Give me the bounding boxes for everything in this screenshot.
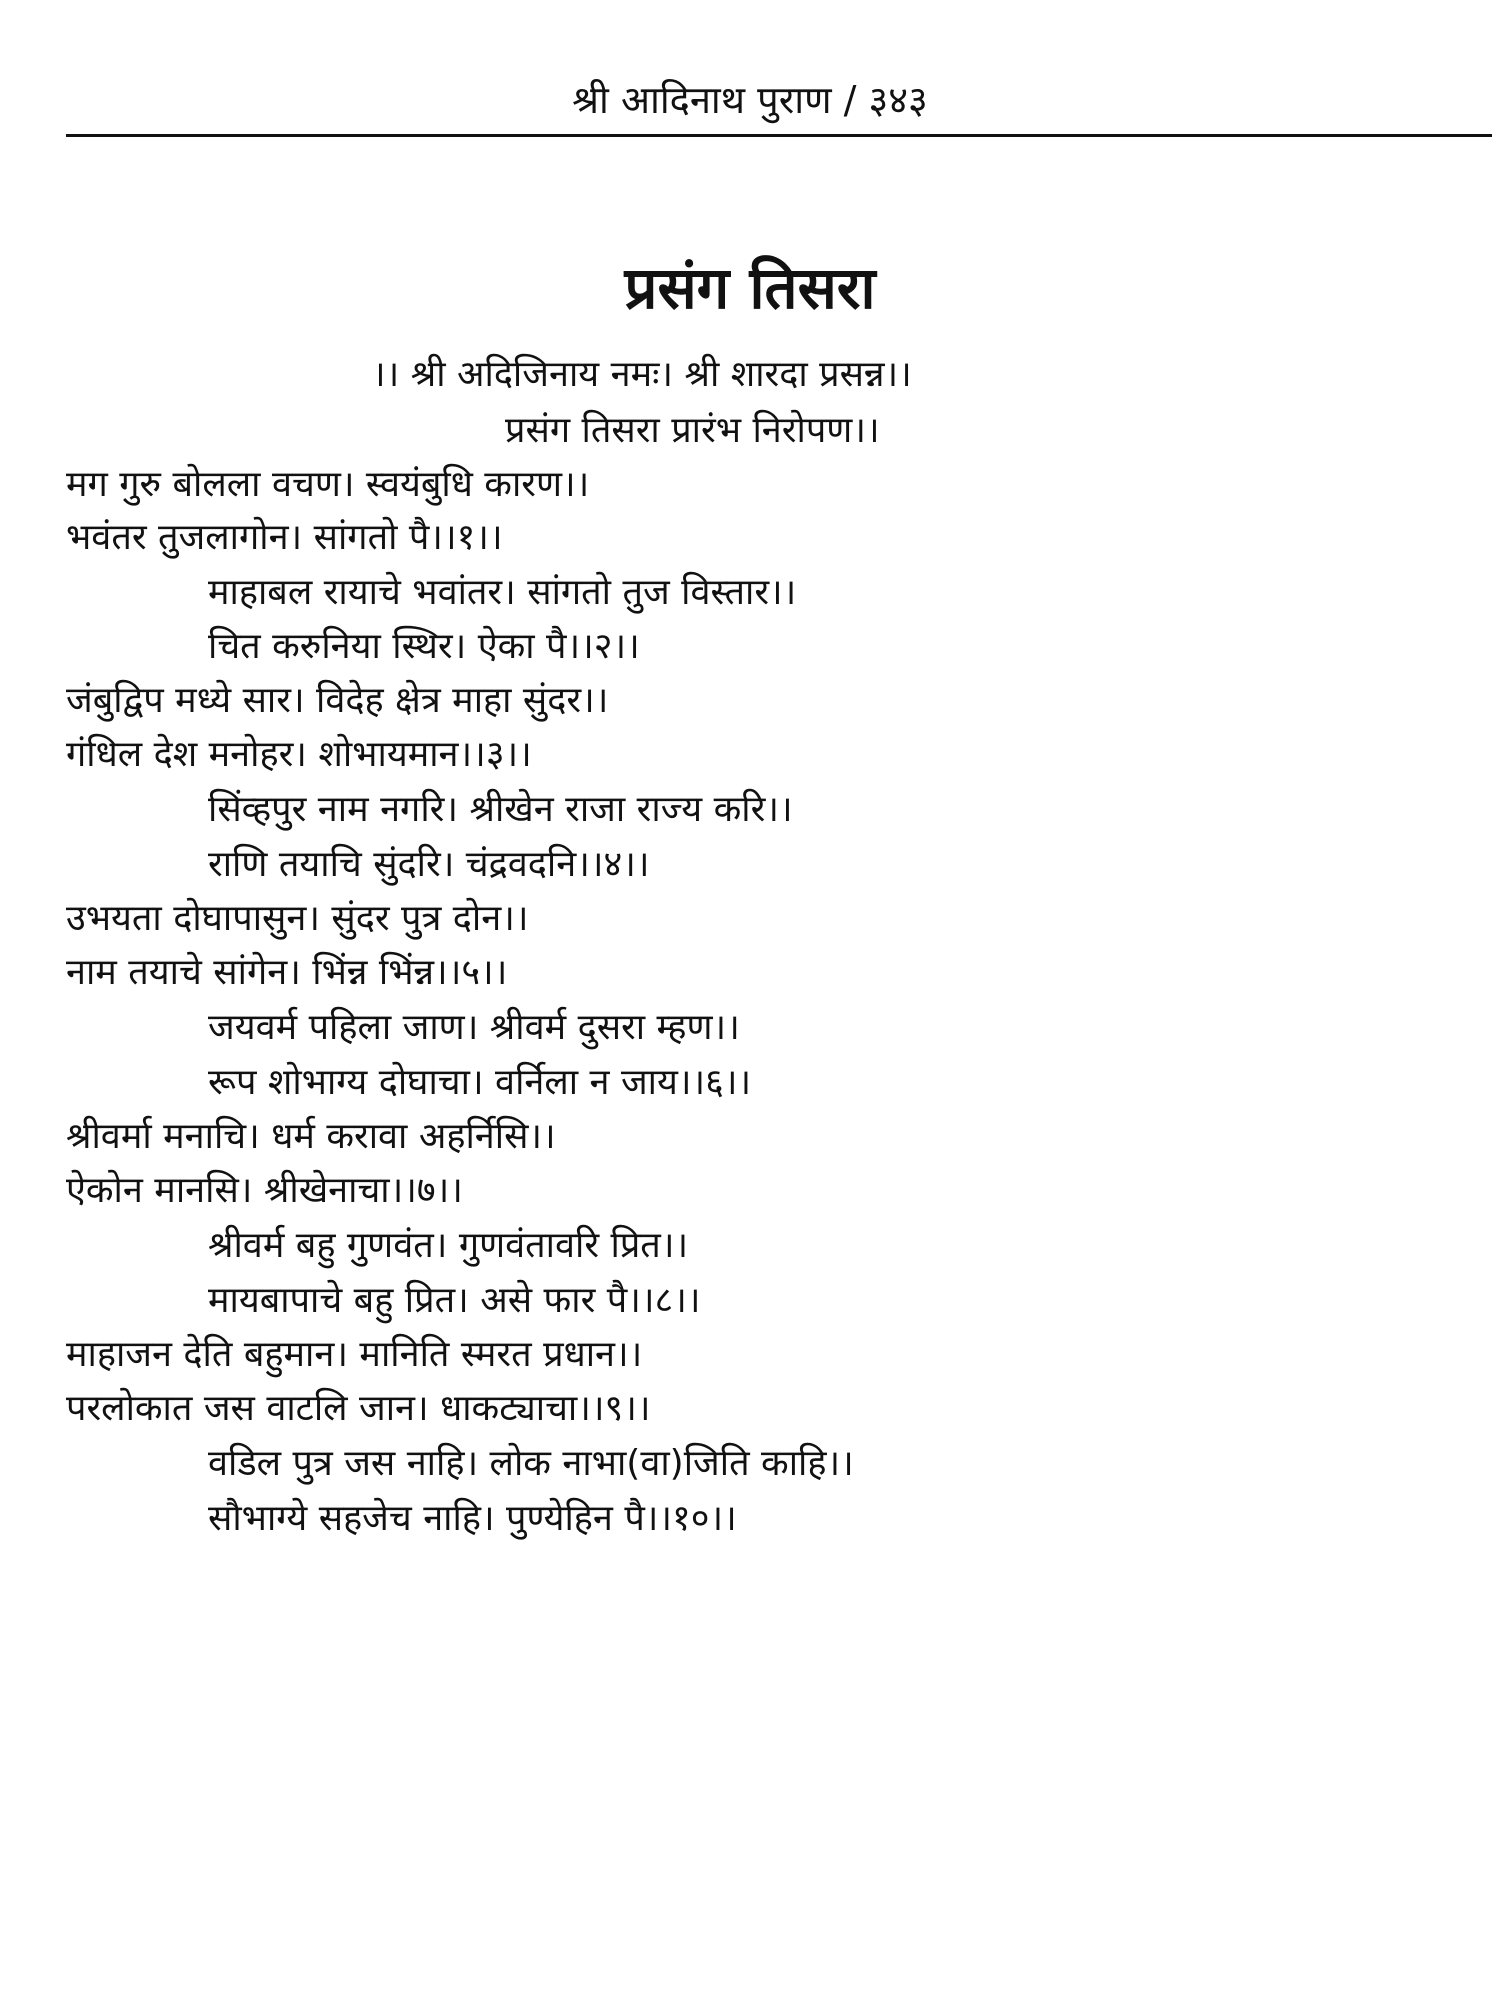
verse-line: माहाजन देति बहुमान। मानिति स्मरत प्रधान।। xyxy=(66,1334,643,1375)
verse-line: सौभाग्ये सहजेच नाहि। पुण्येहिन पै।।१०।। xyxy=(208,1498,737,1539)
verse-line: ऐकोन मानसि। श्रीखेनाचा।।७।। xyxy=(66,1170,463,1211)
verse-line: नाम तयाचे सांगेन। भिंन्न भिंन्न।।५।। xyxy=(66,952,508,993)
verse-line: मायबापाचे बहु प्रित। असे फार पै।।८।। xyxy=(208,1280,701,1321)
verse-line: रूप शोभाग्य दोघाचा। वर्निला न जाय।।६।। xyxy=(208,1062,752,1103)
verse-line: राणि तयाचि सुंदरि। चंद्रवदनि।।४।। xyxy=(208,844,650,885)
verse-line: मग गुरु बोलला वचण। स्वयंबुधि कारण।। xyxy=(66,464,590,505)
invocation-line: ।। श्री अदिजिनाय नमः। श्री शारदा प्रसन्न।। xyxy=(372,354,912,395)
verse-line: परलोकात जस वाटलि जान। धाकट्याचा।।९।। xyxy=(66,1388,651,1429)
verse-line: उभयता दोघापासुन। सुंदर पुत्र दोन।। xyxy=(66,898,529,939)
verse-line: चित करुनिया स्थिर। ऐका पै।।२।। xyxy=(208,626,640,667)
verse-line: श्रीवर्म बहु गुणवंत। गुणवंतावरि प्रित।। xyxy=(208,1225,689,1266)
chapter-subtitle: प्रसंग तिसरा प्रारंभ निरोपण।। xyxy=(505,410,880,451)
chapter-title: प्रसंग तिसरा xyxy=(624,254,876,322)
verse-line: श्रीवर्मा मनाचि। धर्म करावा अहर्निसि।। xyxy=(66,1116,556,1157)
verse-line: वडिल पुत्र जस नाहि। लोक नाभा(वा)जिति काहि।। xyxy=(208,1443,854,1484)
running-head: श्री आदिनाथ पुराण / ३४३ xyxy=(572,78,928,122)
verse-line: गंधिल देश मनोहर। शोभायमान।।३।। xyxy=(66,734,532,775)
verse-line: भवंतर तुजलागोन। सांगतो पै।।१।। xyxy=(66,517,503,558)
verse-line: सिंव्हपुर नाम नगरि। श्रीखेन राजा राज्य करि।। xyxy=(208,789,793,830)
verse-line: जंबुद्विप मध्ये सार। विदेह क्षेत्र माहा सुंदर।। xyxy=(66,680,609,721)
header-rule xyxy=(66,134,1492,137)
verse-line: माहाबल रायाचे भवांतर। सांगतो तुज विस्तार।। xyxy=(208,572,797,613)
verse-line: जयवर्म पहिला जाण। श्रीवर्म दुसरा म्हण।। xyxy=(208,1007,740,1048)
